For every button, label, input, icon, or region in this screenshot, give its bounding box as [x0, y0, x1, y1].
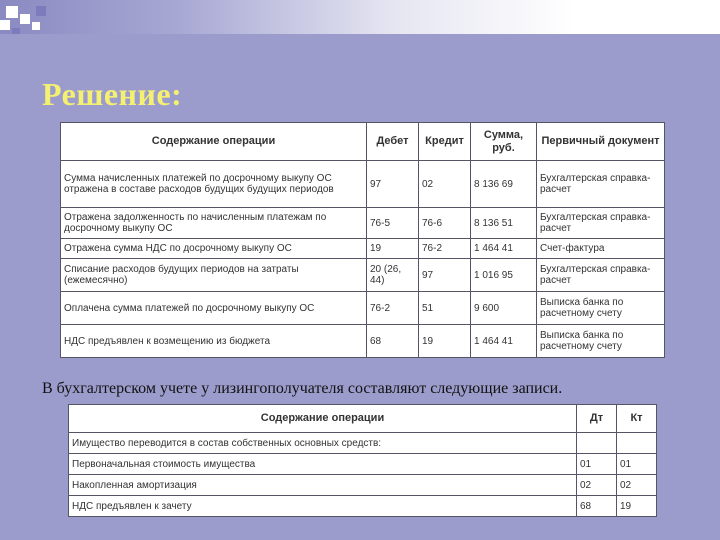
- col-header-document: Первичный документ: [537, 123, 665, 161]
- col-header-debit: Дебет: [367, 123, 419, 161]
- table-row: [69, 496, 657, 517]
- decor-square: [32, 22, 40, 30]
- operations-table-panel: [60, 122, 664, 358]
- decor-square: [36, 6, 46, 16]
- cell-debit: 19: [367, 238, 419, 259]
- cell-document: Выписка банка по расчетному счету: [537, 325, 665, 358]
- cell-operation: НДС предъявлен к зачету: [69, 496, 577, 517]
- entries-table-panel: [68, 404, 656, 516]
- cell-operation: Списание расходов будущих периодов на затраты (ежемесячно): [61, 259, 367, 292]
- cell-operation: Оплачена сумма платежей по досрочному выкупу ОС: [61, 292, 367, 325]
- cell-operation: Отражена сумма НДС по досрочному выкупу ОС: [61, 238, 367, 259]
- header-gradient-bar: [0, 0, 720, 34]
- cell-operation: Имущество переводится в состав собственных основных средств:: [69, 433, 577, 454]
- entries-table: [68, 404, 657, 517]
- cell-operation: Сумма начисленных платежей по досрочному выкупу ОС отражена в составе расходов будущих будущих периодов: [61, 161, 367, 208]
- cell-operation: Накопленная амортизация: [69, 475, 577, 496]
- cell-kt: 02: [617, 475, 657, 496]
- slide-subtitle: В бухгалтерском учете у лизингополучателя составляют следующие записи.: [42, 380, 563, 397]
- cell-credit: 76-6: [419, 208, 471, 239]
- cell-credit: 97: [419, 259, 471, 292]
- cell-kt: 01: [617, 454, 657, 475]
- cell-amount: 1 464 41: [471, 238, 537, 259]
- cell-document: Бухгалтерская справка-расчет: [537, 161, 665, 208]
- cell-credit: 02: [419, 161, 471, 208]
- slide-title: Решение:: [42, 76, 183, 112]
- decor-square: [0, 20, 10, 30]
- cell-dt: [577, 433, 617, 454]
- decor-square: [12, 28, 20, 34]
- decor-square: [6, 6, 18, 18]
- table-row: [61, 292, 665, 325]
- table-row: [69, 475, 657, 496]
- cell-document: Счет-фактура: [537, 238, 665, 259]
- cell-operation: Отражена задолженность по начисленным платежам по досрочному выкупу ОС: [61, 208, 367, 239]
- table-row: [69, 454, 657, 475]
- cell-kt: 19: [617, 496, 657, 517]
- col-header-operation: Содержание операции: [69, 405, 577, 433]
- cell-amount: 8 136 51: [471, 208, 537, 239]
- cell-document: Выписка банка по расчетному счету: [537, 292, 665, 325]
- cell-document: Бухгалтерская справка-расчет: [537, 259, 665, 292]
- cell-amount: 8 136 69: [471, 161, 537, 208]
- col-header-dt: Дт: [577, 405, 617, 433]
- cell-document: Бухгалтерская справка-расчет: [537, 208, 665, 239]
- col-header-credit: Кредит: [419, 123, 471, 161]
- cell-amount: 9 600: [471, 292, 537, 325]
- cell-operation: Первоначальная стоимость имущества: [69, 454, 577, 475]
- cell-debit: 76-5: [367, 208, 419, 239]
- cell-debit: 97: [367, 161, 419, 208]
- cell-credit: 51: [419, 292, 471, 325]
- cell-operation: НДС предъявлен к возмещению из бюджета: [61, 325, 367, 358]
- col-header-amount: Сумма, руб.: [471, 123, 537, 161]
- col-header-kt: Кт: [617, 405, 657, 433]
- table-row: [61, 208, 665, 239]
- table-row: [61, 238, 665, 259]
- cell-credit: 76-2: [419, 238, 471, 259]
- cell-dt: 01: [577, 454, 617, 475]
- cell-credit: 19: [419, 325, 471, 358]
- cell-amount: 1 464 41: [471, 325, 537, 358]
- col-header-operation: Содержание операции: [61, 123, 367, 161]
- table-row: [61, 325, 665, 358]
- table-row: [61, 259, 665, 292]
- cell-debit: 76-2: [367, 292, 419, 325]
- cell-debit: 68: [367, 325, 419, 358]
- table-row: [61, 161, 665, 208]
- cell-kt: [617, 433, 657, 454]
- cell-dt: 02: [577, 475, 617, 496]
- cell-dt: 68: [577, 496, 617, 517]
- table-row: [69, 433, 657, 454]
- cell-debit: 20 (26, 44): [367, 259, 419, 292]
- operations-table: [60, 122, 665, 358]
- decor-square: [20, 14, 30, 24]
- cell-amount: 1 016 95: [471, 259, 537, 292]
